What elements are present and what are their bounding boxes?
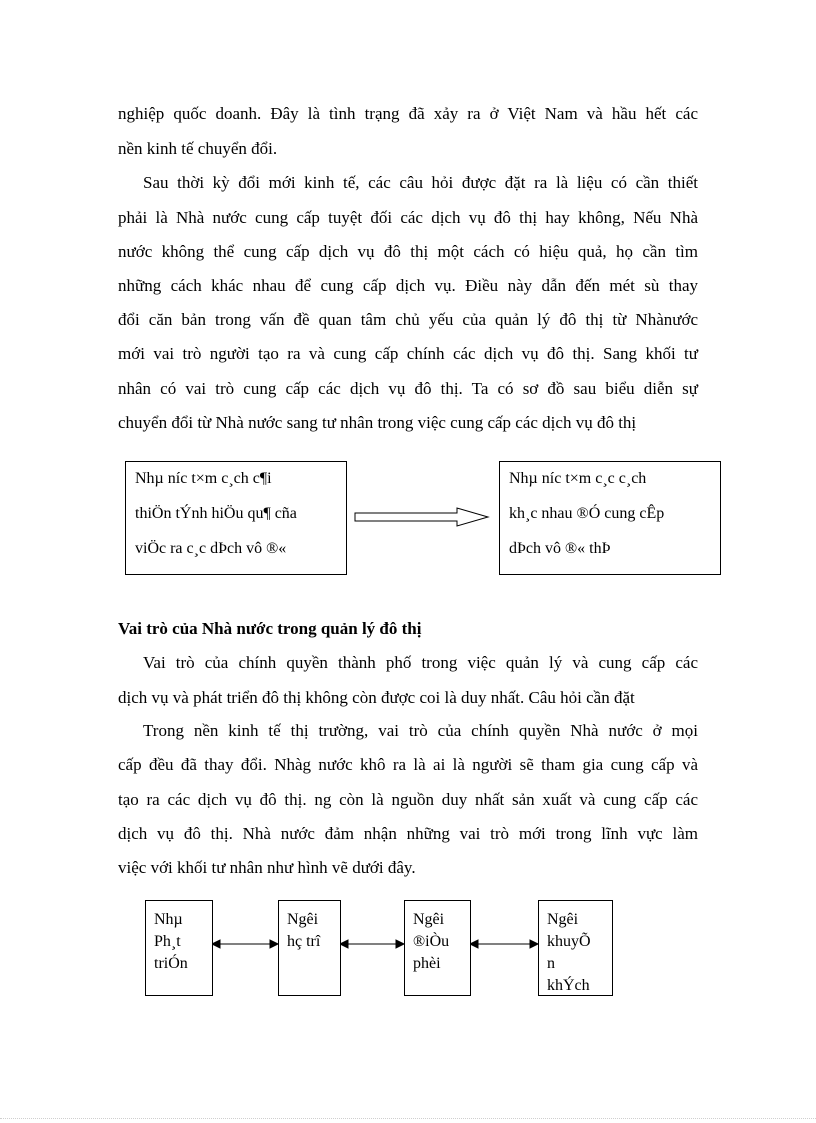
text-line: nhân có vai trò cung cấp các dịch vụ đô thị. Ta có sơ đồ sau biểu diễn sự	[118, 379, 698, 398]
box-line: phèi	[413, 955, 441, 972]
box-line: Nhµ	[154, 911, 183, 928]
text-line: việc với khối tư nhân như hình vẽ dưới đây.	[118, 858, 416, 877]
box-line: kh¸c nhau ®Ó cung cÊp	[509, 505, 665, 522]
text-line: Trong nền kinh tế thị trường, vai trò của chính quyền Nhà nước ở mọi	[143, 721, 698, 740]
text-line: phải là Nhà nước cung cấp tuyệt đối các dịch vụ đô thị hay không, Nếu Nhà	[118, 208, 698, 227]
box-line: Ngêi	[413, 911, 445, 928]
text-line: dịch vụ đô thị. Nhà nước đảm nhận những vai trò mới trong lĩnh vực làm	[118, 824, 698, 843]
section-heading: Vai trò của Nhà nước trong quản lý đô thị	[118, 619, 422, 638]
text-line: nước không thể cung cấp dịch vụ đô thị một cách có hiệu quả, họ cần tìm	[118, 242, 698, 261]
page-bottom-rule	[0, 1118, 816, 1119]
diagram-box-coordinator	[404, 900, 471, 996]
double-arrow-icon	[340, 940, 404, 948]
text-line: những cách khác nhau để cung cấp dịch vụ. Điều này dẫn đến mét sù thay	[118, 276, 698, 295]
box-line: khÝch	[547, 977, 590, 994]
box-line: Nhµ níc t×m c¸c c¸ch	[509, 470, 647, 487]
text-line: Sau thời kỳ đổi mới kinh tế, các câu hỏi được đặt ra là liệu có cần thiết	[143, 173, 698, 192]
text-line: dịch vụ và phát triển đô thị không còn được coi là duy nhất. Câu hỏi cần đặt	[118, 688, 635, 707]
arrow-right-icon	[355, 508, 488, 526]
text-line: Vai trò của chính quyền thành phố trong việc quản lý và cung cấp các	[143, 653, 698, 672]
diagram-box-encourager	[538, 900, 613, 996]
box-line: khuyÕ	[547, 933, 591, 950]
box-line: hç trî	[287, 933, 321, 950]
box-line: thiÖn tÝnh hiÖu qu¶ cña	[135, 505, 297, 522]
box-line: Nhµ níc t×m c¸ch c¶i	[135, 470, 272, 487]
text-line: đổi căn bản trong vấn đề quan tâm chủ yếu của quản lý đô thị từ Nhànước	[118, 310, 698, 329]
text-line: chuyển đổi từ Nhà nước sang tư nhân trong việc cung cấp các dịch vụ đô thị	[118, 413, 637, 432]
double-arrow-icon	[212, 940, 278, 948]
text-line: nghiệp quốc doanh. Đây là tình trạng đã xảy ra ở Việt Nam và hầu hết các	[118, 104, 698, 123]
box-line: Ngêi	[547, 911, 579, 928]
box-line: Ph¸t	[154, 933, 181, 950]
text-line: nền kinh tế chuyển đổi.	[118, 139, 278, 158]
diagram-box-supporter	[278, 900, 341, 996]
diagram-box-developer	[145, 900, 213, 996]
text-line: tạo ra các dịch vụ đô thị. ng còn là nguồn duy nhất sản xuất và cung cấp các	[118, 790, 698, 809]
double-arrow-icon	[470, 940, 538, 948]
box-line: Ngêi	[287, 911, 319, 928]
box-line: dÞch vô ®« thÞ	[509, 540, 611, 557]
box-line: viÖc ra c¸c dÞch vô ®«	[135, 540, 287, 557]
box-line: n	[547, 955, 555, 972]
text-line: cấp đều đã thay đổi. Nhàg nước khô ra là ai là người sẽ tham gia cung cấp và	[118, 755, 698, 774]
box-line: triÓn	[154, 955, 188, 972]
text-line: mới vai trò người tạo ra và cung cấp chính các dịch vụ đô thị. Sang khối tư	[118, 344, 698, 363]
box-line: ®iÒu	[413, 933, 450, 950]
